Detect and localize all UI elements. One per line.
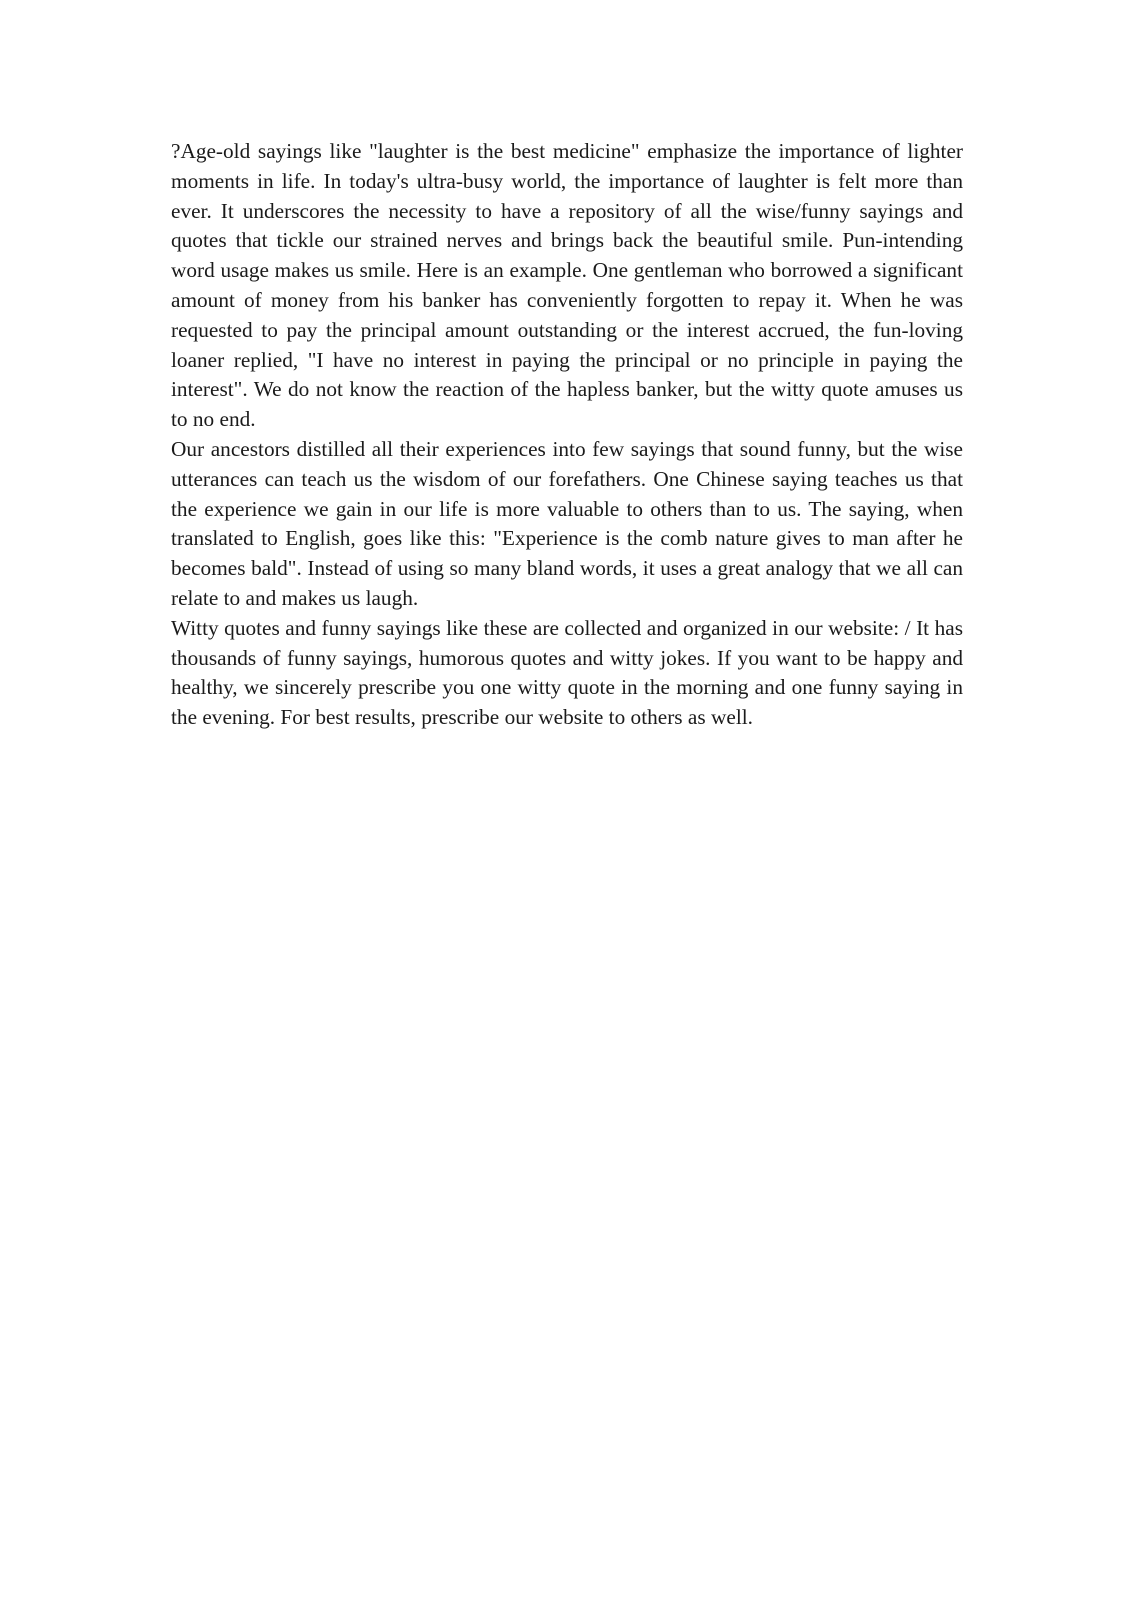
paragraph-1: ?Age-old sayings like "laughter is the best medicine" emphasize the importance of lighter moments in life. In today's ultra-busy world, the importance of laughter is felt more than ever. It underscores the necessity to have a repository of all the wise/funny sayings and quotes that tickle our strained nerves and brings back the beautiful smile. Pun-intending word usage makes us smile. Here is an example. One gentleman who borrowed a significant amount of money from his banker has conveniently forgotten to repay it. When he was requested to pay the principal amount outstanding or the interest accrued, the fun-loving loaner replied, "I have no interest in paying the principal or no principle in paying the interest". We do not know the reaction of the hapless banker, but the witty quote amuses us to no end. [171,139,963,432]
paragraph-2: Our ancestors distilled all their experiences into few sayings that sound funny, but the wise utterances can teach us the wisdom of our forefathers. One Chinese saying teaches us that the experience we gain in our life is more valuable to others than to us. The saying, when translated to English, goes like this: "Experience is the comb nature gives to man after he becomes bald". Instead of using so many bland words, it uses a great analogy that we all can relate to and makes us laugh. [171,436,963,610]
paragraph-3: Witty quotes and funny sayings like these are collected and organized in our website: / It has thousands of funny sayings, humorous quotes and witty jokes. If you want to be happy and healthy, we sincerely prescribe you one witty quote in the morning and one funny saying in the evening. For best results, prescribe our website to others as well. [171,615,963,730]
document-body [171,137,963,733]
